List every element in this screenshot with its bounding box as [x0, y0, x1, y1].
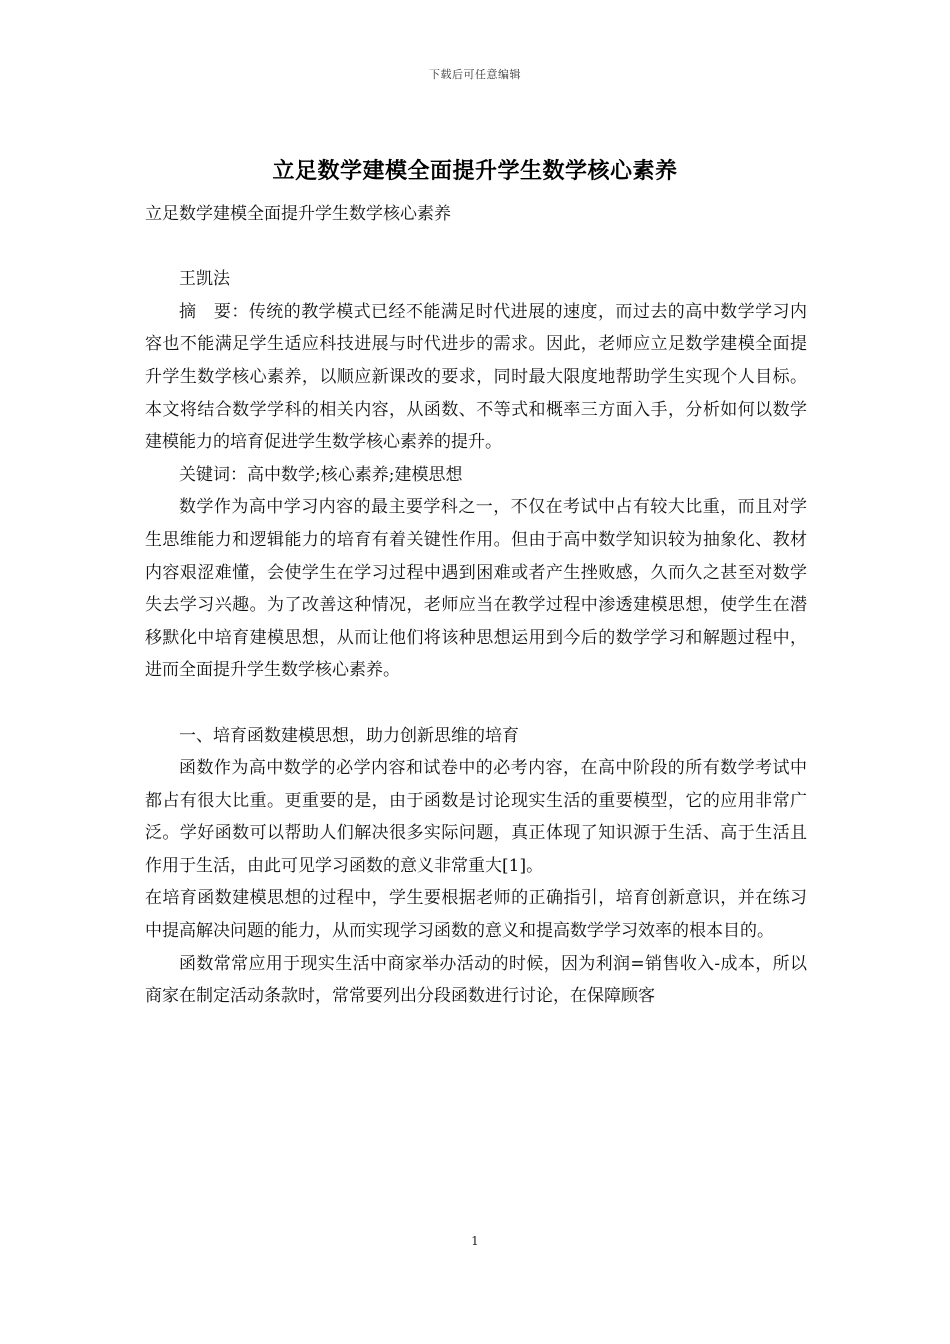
page-number: 1 — [471, 1234, 479, 1248]
document-subtitle: 立足数学建模全面提升学生数学核心素养 — [145, 204, 451, 224]
document-title: 立足数学建模全面提升学生数学核心素养 — [272, 158, 678, 184]
body-paragraph: 函数常常应用于现实生活中商家举办活动的时候，因为利润=销售收入-成本，所以商家在制定活动条款时，常常要列出分段函数进行讨论，在保障顾客 — [145, 953, 807, 1007]
body-paragraph: 函数作为高中数学的必学内容和试卷中的必考内容，在高中阶段的所有数学考试中都占有很大比重。更重要的是，由于函数是讨论现实生活的重要模型，它的应用非常广泛。学好函数可以帮助人们解决很多实际问题，真正体现了知识源于生活、高于生活且作用于生活，由此可见学习函数的意义非常重大[1]。 — [145, 758, 807, 876]
document-body — [145, 198, 807, 1013]
keywords-line: 关键词：高中数学;核心素养;建模思想 — [179, 464, 463, 485]
body-paragraph: 在培育函数建模思想的过程中，学生要根据老师的正确指引，培育创新意识，并在练习中提高解决问题的能力，从而实现学习函数的意义和提高数学学习效率的根本目的。 — [145, 888, 807, 942]
intro-paragraph: 数学作为高中学习内容的最主要学科之一，不仅在考试中占有较大比重，而且对学生思维能力和逻辑能力的培育有着关键性作用。但由于高中数学知识较为抽象化、教材内容艰涩难懂，会使学生在学习过程中遇到困难或者产生挫败感，久而久之甚至对数学失去学习兴趣。为了改善这种情况，老师应当在教学过程中渗透建模思想，使学生在潜移默化中培育建模思想，从而让他们将该种思想运用到今后的数学学习和解题过程中，进而全面提升学生数学核心素养。 — [145, 497, 807, 681]
spacer — [145, 687, 807, 720]
section-heading: 一、培育函数建模思想，助力创新思维的培育 — [179, 725, 519, 746]
header-note: 下载后可任意编辑 — [429, 68, 521, 81]
author-name: 王凯法 — [179, 269, 230, 290]
abstract-paragraph: 摘 要：传统的教学模式已经不能满足时代进展的速度，而过去的高中数学学习内容也不能满足学生适应科技进展与时代进步的需求。因此，老师应立足数学建模全面提升学生数学核心素养，以顺应新课改的要求，同时最大限度地帮助学生实现个人目标。本文将结合数学学科的相关内容，从函数、不等式和概率三方面入手，分析如何以数学建模能力的培育促进学生数学核心素养的提升。 — [145, 301, 807, 453]
spacer — [145, 231, 807, 264]
